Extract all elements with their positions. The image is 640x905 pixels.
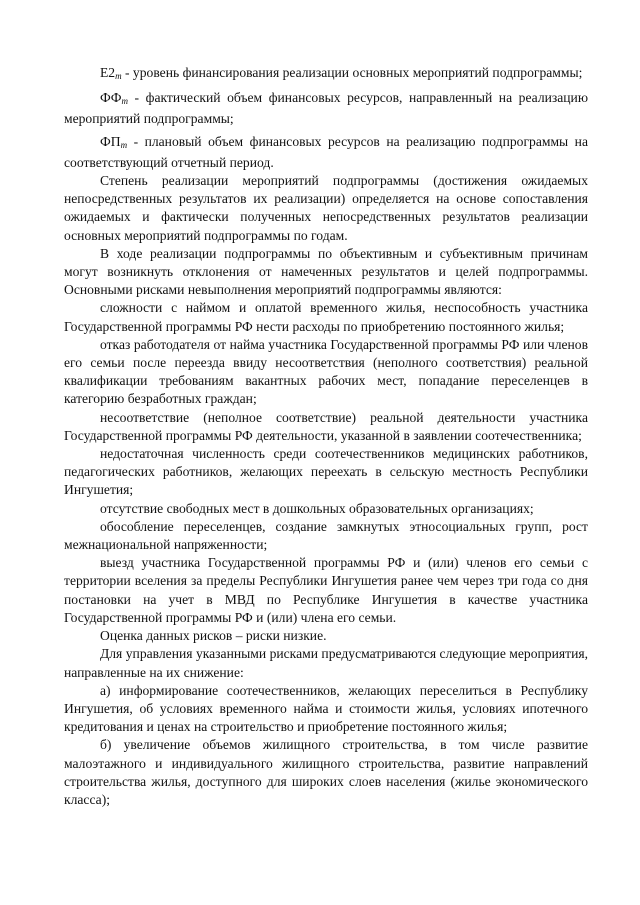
- paragraph-risks-intro: В ходе реализации подпрограммы по объективным и субъективным причинам могут возникнуть отклонения от намеченных результатов и целей подпрограммы. Основными рисками невыполнения мероприятий подпрограммы являются:: [64, 245, 588, 298]
- risk-housing: сложности с наймом и оплатой временного жилья, неспособность участника Государственной программы РФ нести расходы по приобретению постоянного жилья;: [64, 300, 588, 334]
- term-ff: $ФФ_m$: [100, 90, 128, 107]
- definition-fp: [64, 133, 588, 172]
- term-fp: $ФП_m$: [100, 133, 128, 150]
- paragraph-measures-intro: Для управления указанными рисками предусматриваются следующие мероприятия, направленные на их снижение:: [64, 646, 588, 680]
- definition-e2-text: - уровень финансирования реализации основных мероприятий подпрограммы;: [121, 65, 583, 80]
- risk-departure: выезд участника Государственной программы РФ и (или) членов его семьи с территории вселения за пределы Республики Ингушетия ранее чем через три года со дня постановки на учет в МВД по Республике Ингушетия в качестве участника Государственной программы РФ и (или) члена его семьи.: [64, 555, 588, 625]
- paragraph-implementation-degree: Степень реализации мероприятий подпрограммы (достижения ожидаемых непосредственных результатов их реализации) определяется на основе сопоставления ожидаемых и фактически полученных непосредственных результатов реализации основных мероприятий подпрограммы по годам.: [64, 173, 588, 243]
- risk-employer-refusal: отказ работодателя от найма участника Государственной программы РФ или членов его семьи после переезда ввиду несоответствия (неполного соответствия) реальной квалификации требованиям вакантных рабочих мест, попадание переселенцев в категорию безработных граждан;: [64, 336, 588, 407]
- measure-b-construction: б) увеличение объемов жилищного строительства, в том числе развитие малоэтажного и индивидуального жилищного строительства, развитие направлений строительства жилья, доступного для широких слоев населения (жилье экономического класса);: [64, 737, 588, 807]
- paragraph-risk-assessment: Оценка данных рисков – риски низкие.: [100, 628, 327, 644]
- risk-activity-mismatch: несоответствие (неполное соответствие) реальной деятельности участника Государственной программы РФ деятельности, указанной в заявлении соотечественника;: [64, 409, 588, 443]
- definition-fp-text: - плановый объем финансовых ресурсов на реализацию подпрограммы на соответствующий отчетный период.: [64, 133, 588, 170]
- risk-specialists-shortage: недостаточная численность среди соотечественников медицинских работников, педагогических работников, желающих переехать в сельскую местность Республики Ингушетия;: [64, 446, 588, 498]
- definition-e2: [64, 64, 588, 85]
- risk-isolation: обособление переселенцев, создание замкнутых этносоциальных групп, рост межнациональной напряженности;: [64, 518, 588, 553]
- definition-ff-text: - фактический объем финансовых ресурсов, направленный на реализацию мероприятий подпрограммы;: [64, 90, 588, 127]
- term-e2: $Е2_m$: [100, 65, 122, 81]
- measure-a-informing: а) информирование соотечественников, желающих переселиться в Республику Ингушетия, об условиях временного найма и стоимости жилья, условиях ипотечного кредитования и ценах на строительство и приобретение постоянного жилья;: [64, 682, 588, 735]
- definition-ff: [64, 89, 588, 128]
- risk-preschool-places: отсутствие свободных мест в дошкольных образовательных организациях;: [100, 500, 534, 516]
